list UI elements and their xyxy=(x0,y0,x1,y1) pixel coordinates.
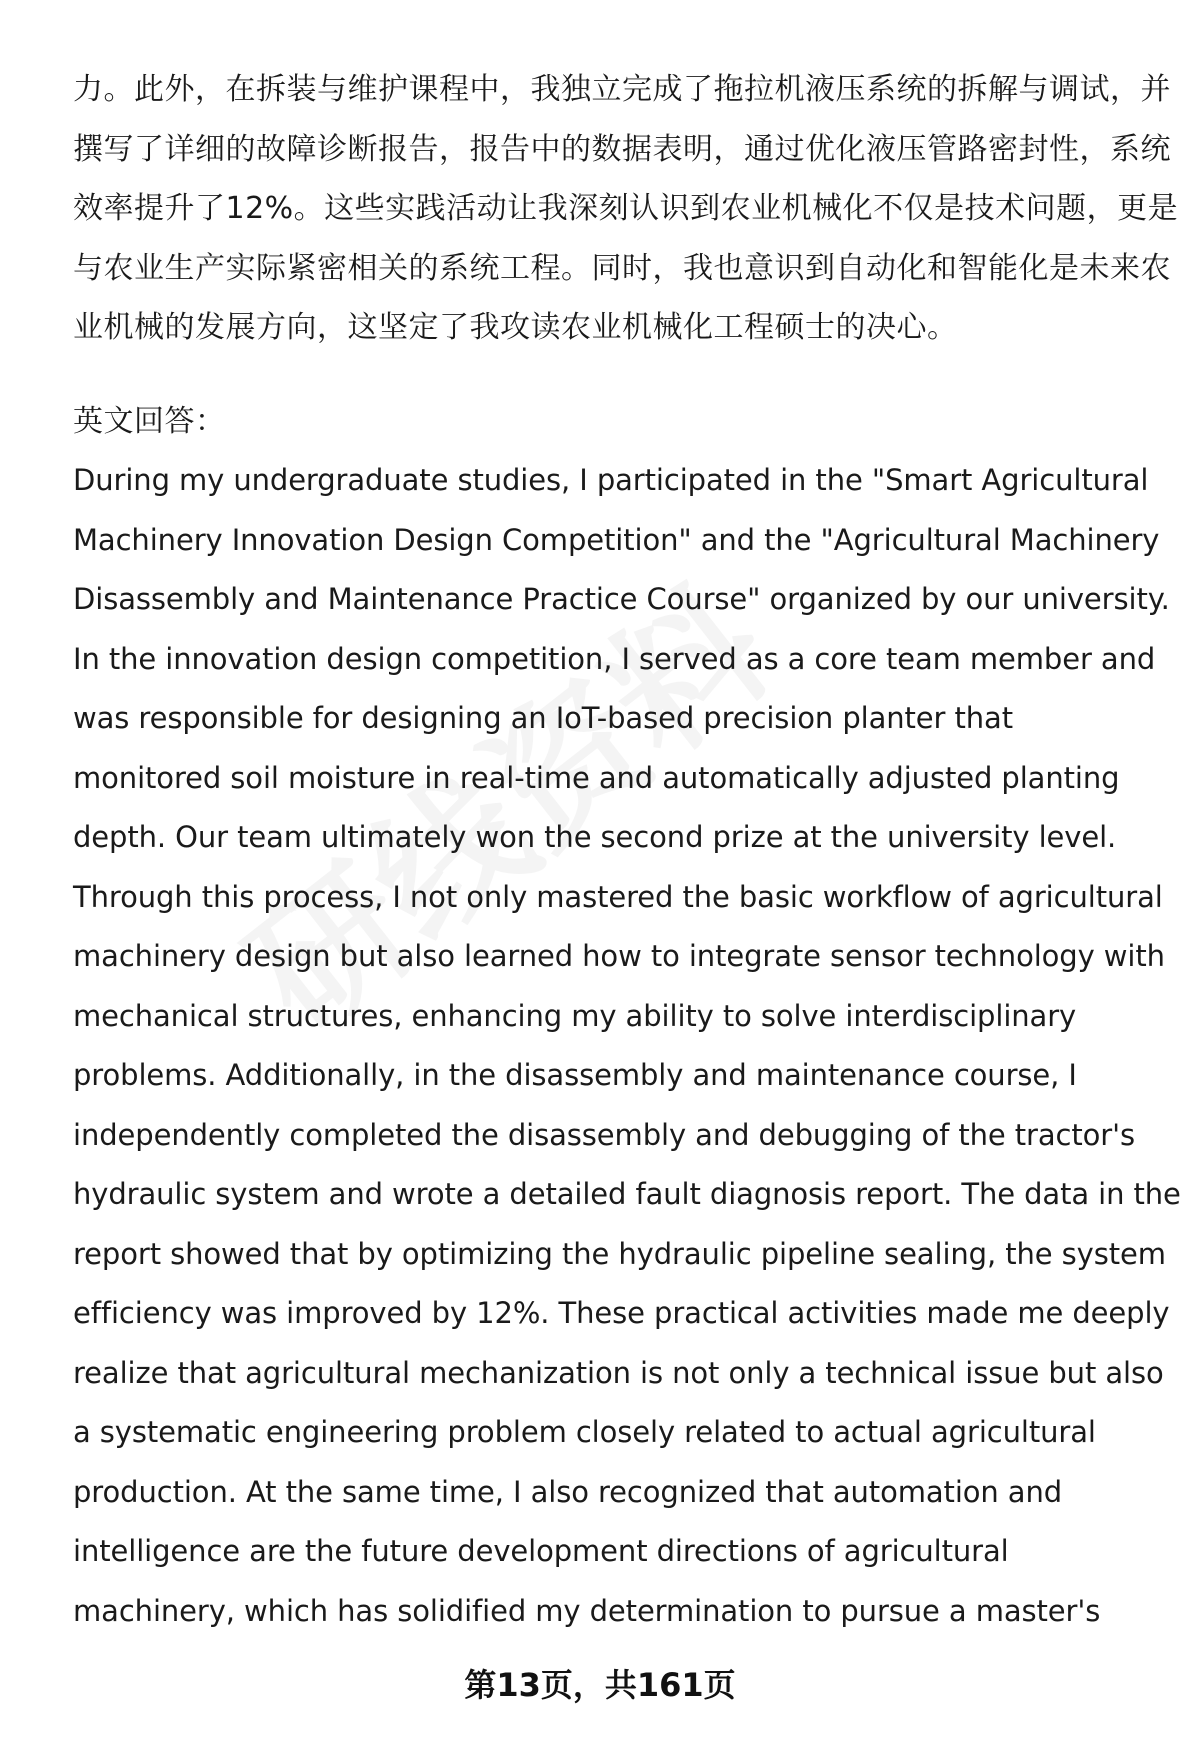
text-line: realize that agricultural mechanization is not only a technical issue but also xyxy=(73,1355,1164,1390)
text-line: report showed that by optimizing the hydraulic pipeline sealing, the system xyxy=(73,1236,1166,1271)
text-line: mechanical structures, enhancing my ability to solve interdisciplinary xyxy=(73,998,1077,1033)
text-line: efficiency was improved by 12%. These practical activities made me deeply xyxy=(73,1296,1170,1330)
text-line: 效率提升了12%。这些实践活动让我深刻认识到农业机械化不仅是技术问题，更是 xyxy=(73,191,1179,226)
text-line: In the innovation design competition, I served as a core team member and xyxy=(73,641,1156,676)
text-line: problems. Additionally, in the disassembly and maintenance course, I xyxy=(73,1058,1077,1092)
text-line: hydraulic system and wrote a detailed fault diagnosis report. The data in the xyxy=(73,1177,1181,1211)
text-line: 力。此外，在拆装与维护课程中，我独立完成了拖拉机液压系统的拆解与调试，并 xyxy=(73,72,1171,107)
page-content xyxy=(73,60,1181,1641)
text-line: During my undergraduate studies, I participated in the "Smart Agricultural xyxy=(73,463,1149,497)
text-line: Machinery Innovation Design Competition" and the "Agricultural Machinery xyxy=(73,522,1160,557)
text-line: Through this process, I not only mastered the basic workflow of agricultural xyxy=(73,879,1163,914)
text-line: 撰写了详细的故障诊断报告，报告中的数据表明，通过优化液压管路密封性，系统 xyxy=(73,131,1171,167)
text-line: intelligence are the future development directions of agricultural xyxy=(73,1534,1009,1568)
text-line: machinery, which has solidified my determination to pursue a master's xyxy=(73,1593,1101,1628)
page-number-footer: 第13页，共161页 xyxy=(464,1666,736,1704)
text-line: production. At the same time, I also recognized that automation and xyxy=(73,1474,1063,1509)
text-line: depth. Our team ultimately won the second prize at the university level. xyxy=(73,820,1117,854)
english-heading-block xyxy=(73,392,1153,452)
text-line: 业机械的发展方向，这坚定了我攻读农业机械化工程硕士的决心。 xyxy=(73,310,958,345)
text-line: machinery design but also learned how to integrate sensor technology with xyxy=(73,939,1165,973)
english-answer-heading: 英文回答： xyxy=(73,403,226,439)
text-line: a systematic engineering problem closely related to actual agricultural xyxy=(73,1415,1096,1449)
paragraph-spacer xyxy=(73,358,1153,392)
english-paragraph xyxy=(73,451,1181,1641)
text-line: monitored soil moisture in real-time and automatically adjusted planting xyxy=(73,760,1120,795)
text-line: independently completed the disassembly and debugging of the tractor's xyxy=(73,1117,1135,1152)
text-line: Disassembly and Maintenance Practice Course" organized by our university. xyxy=(73,582,1170,616)
text-line: 与农业生产实际紧密相关的系统工程。同时，我也意识到自动化和智能化是未来农 xyxy=(73,250,1171,286)
text-line: was responsible for designing an IoT-based precision planter that xyxy=(73,701,1013,735)
chinese-paragraph xyxy=(73,60,1179,358)
